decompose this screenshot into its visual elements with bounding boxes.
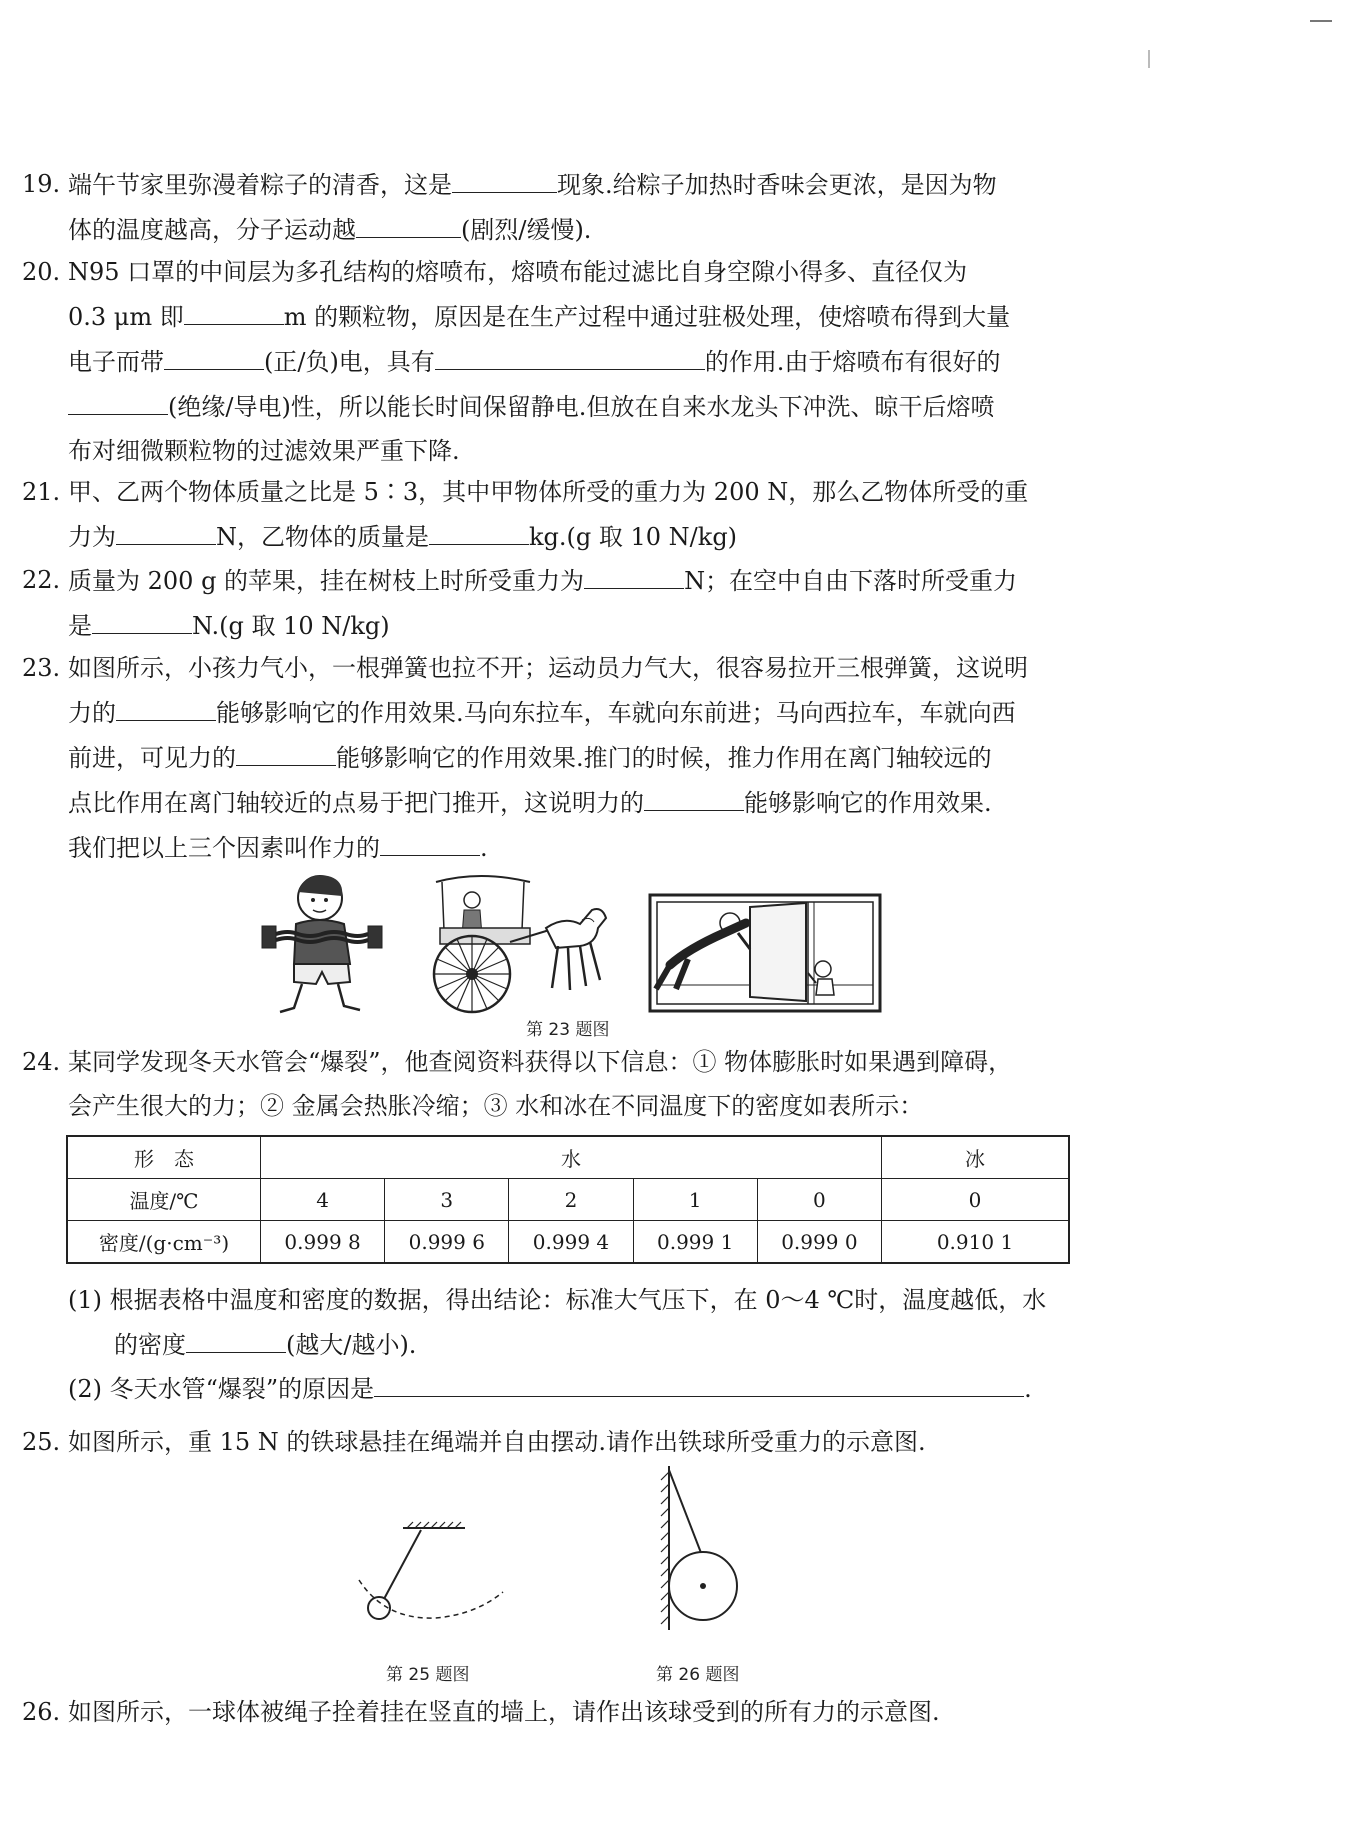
q21-text: 甲、乙两个物体质量之比是 5∶3，其中甲物体所受的重力为 200 N，那么乙物体所受的重 bbox=[68, 478, 1029, 506]
q24-sub2-text: (2) 冬天水管“爆裂”的原因是 bbox=[68, 1375, 375, 1403]
q20-blank-4[interactable] bbox=[68, 384, 168, 415]
question-26 bbox=[22, 1690, 1082, 1734]
figure-caption-26: 第 26 题图 bbox=[656, 1665, 740, 1685]
question-25 bbox=[22, 1420, 1082, 1464]
temperature-cell: 2 bbox=[509, 1179, 633, 1221]
q22-blank-2[interactable] bbox=[92, 603, 192, 634]
table-row bbox=[67, 1179, 1069, 1221]
horse-cart-illustration bbox=[430, 870, 610, 1015]
density-cell: 0.910 1 bbox=[882, 1221, 1070, 1264]
question-24-part-2 bbox=[68, 1366, 1078, 1411]
temperature-label-cell: 温度/℃ bbox=[67, 1179, 261, 1221]
temperature-cell: 4 bbox=[261, 1179, 385, 1221]
q23-text: 能够影响它的作用效果. bbox=[744, 789, 992, 817]
question-number: 23. bbox=[22, 654, 61, 682]
density-label-cell: 密度/(g·cm⁻³) bbox=[67, 1221, 261, 1264]
q21-text: 力为 bbox=[68, 523, 116, 551]
ball-on-wall-figure bbox=[655, 1462, 755, 1632]
q21-text: N，乙物体的质量是 bbox=[216, 523, 429, 551]
figure-caption-23: 第 23 题图 bbox=[526, 1020, 610, 1040]
density-cell: 0.999 1 bbox=[633, 1221, 757, 1264]
q23-text: 我们把以上三个因素叫作力的 bbox=[68, 834, 380, 862]
question-21 bbox=[22, 470, 1082, 559]
question-24-part-1 bbox=[68, 1278, 1078, 1367]
q20-text: m 的颗粒物，原因是在生产过程中通过驻极处理，使熔喷布得到大量 bbox=[283, 303, 1011, 331]
question-number: 26. bbox=[22, 1698, 61, 1726]
q20-blank-2[interactable] bbox=[164, 339, 264, 370]
q21-text: kg.(g 取 10 N/kg) bbox=[529, 523, 738, 551]
q22-blank-1[interactable] bbox=[584, 558, 684, 589]
density-cell: 0.999 0 bbox=[757, 1221, 881, 1264]
q22-text: N；在空中自由下落时所受重力 bbox=[684, 567, 1018, 595]
question-23 bbox=[22, 646, 1082, 870]
q23-text: 如图所示，小孩力气小，一根弹簧也拉不开；运动员力气大，很容易拉开三根弹簧，这说明 bbox=[68, 654, 1028, 682]
question-22 bbox=[22, 558, 1082, 648]
question-number: 24. bbox=[22, 1048, 61, 1076]
density-table bbox=[66, 1135, 1070, 1264]
q23-text: . bbox=[480, 834, 488, 862]
scan-edge-mark bbox=[1148, 50, 1150, 68]
question-19 bbox=[22, 162, 1082, 252]
q19-text: 端午节家里弥漫着粽子的清香，这是 bbox=[68, 171, 452, 199]
pushing-door-illustration bbox=[648, 893, 882, 1013]
q20-text: N95 口罩的中间层为多孔结构的熔喷布，熔喷布能过滤比自身空隙小得多、直径仅为 bbox=[68, 258, 968, 286]
question-number: 25. bbox=[22, 1428, 61, 1456]
header-ice-cell: 冰 bbox=[882, 1136, 1070, 1179]
figure-caption-25: 第 25 题图 bbox=[386, 1665, 470, 1685]
header-state-cell: 形 态 bbox=[67, 1136, 261, 1179]
question-20 bbox=[22, 250, 1082, 473]
q24-sub1-text: 的密度 bbox=[114, 1331, 186, 1359]
question-number: 21. bbox=[22, 478, 61, 506]
q20-text: 0.3 μm 即 bbox=[68, 303, 184, 331]
density-cell: 0.999 8 bbox=[261, 1221, 385, 1264]
question-number: 22. bbox=[22, 566, 61, 594]
q20-text: 的作用.由于熔喷布有很好的 bbox=[704, 348, 1001, 376]
q19-blank-1[interactable] bbox=[452, 162, 557, 193]
q20-text: 电子而带 bbox=[68, 348, 164, 376]
temperature-cell: 1 bbox=[633, 1179, 757, 1221]
density-cell: 0.999 4 bbox=[509, 1221, 633, 1264]
q23-text: 力的 bbox=[68, 699, 116, 727]
q24-sub2-text: . bbox=[1024, 1375, 1032, 1403]
q21-blank-2[interactable] bbox=[429, 514, 529, 545]
q23-blank-4[interactable] bbox=[380, 825, 480, 856]
q24-blank-2[interactable] bbox=[374, 1366, 1024, 1397]
q23-blank-2[interactable] bbox=[236, 735, 336, 766]
header-water-cell: 水 bbox=[261, 1136, 882, 1179]
q19-text: 现象.给粽子加热时香味会更浓，是因为物 bbox=[557, 171, 997, 199]
q22-text: N.(g 取 10 N/kg) bbox=[192, 612, 390, 640]
q21-blank-1[interactable] bbox=[116, 514, 216, 545]
q23-blank-1[interactable] bbox=[116, 690, 216, 721]
q25-text: 如图所示，重 15 N 的铁球悬挂在绳端并自由摆动.请作出铁球所受重力的示意图. bbox=[68, 1428, 926, 1456]
q19-text: (剧烈/缓慢). bbox=[461, 216, 592, 244]
q23-text: 点比作用在离门轴较近的点易于把门推开，这说明力的 bbox=[68, 789, 644, 817]
q24-sub1-text: (1) 根据表格中温度和密度的数据，得出结论：标准大气压下，在 0～4 ℃时，温度越低，水 bbox=[68, 1286, 1047, 1314]
q23-text: 能够影响它的作用效果.推门的时候，推力作用在离门轴较远的 bbox=[336, 744, 992, 772]
q24-text: 某同学发现冬天水管会“爆裂”，他查阅资料获得以下信息：① 物体膨胀时如果遇到障碍， bbox=[68, 1048, 1013, 1076]
q23-text: 能够影响它的作用效果.马向东拉车，车就向东前进；马向西拉车，车就向西 bbox=[216, 699, 1016, 727]
q24-blank-1[interactable] bbox=[186, 1322, 286, 1353]
scan-edge-mark bbox=[1310, 20, 1332, 22]
table-row bbox=[67, 1221, 1069, 1264]
question-24 bbox=[22, 1040, 1082, 1128]
q20-text: (绝缘/导电)性，所以能长时间保留静电.但放在自来水龙头下冲洗、晾干后熔喷 bbox=[168, 393, 995, 421]
q22-text: 是 bbox=[68, 612, 92, 640]
pendulum-figure bbox=[355, 1520, 515, 1630]
q20-blank-3[interactable] bbox=[435, 339, 705, 370]
density-cell: 0.999 6 bbox=[385, 1221, 509, 1264]
q20-text: (正/负)电，具有 bbox=[264, 348, 435, 376]
q24-text: 会产生很大的力；② 金属会热胀冷缩；③ 水和冰在不同温度下的密度如表所示： bbox=[68, 1092, 924, 1120]
q19-text: 体的温度越高，分子运动越 bbox=[68, 216, 356, 244]
question-number: 19. bbox=[22, 170, 61, 198]
q23-text: 前进，可见力的 bbox=[68, 744, 236, 772]
q22-text: 质量为 200 g 的苹果，挂在树枝上时所受重力为 bbox=[68, 567, 585, 595]
q26-text: 如图所示，一球体被绳子拴着挂在竖直的墙上，请作出该球受到的所有力的示意图. bbox=[68, 1698, 940, 1726]
q20-blank-1[interactable] bbox=[184, 294, 284, 325]
temperature-cell: 3 bbox=[385, 1179, 509, 1221]
question-number: 20. bbox=[22, 258, 61, 286]
child-with-spring-illustration bbox=[258, 868, 418, 1016]
temperature-cell: 0 bbox=[757, 1179, 881, 1221]
q23-blank-3[interactable] bbox=[644, 780, 744, 811]
temperature-cell: 0 bbox=[882, 1179, 1070, 1221]
q24-sub1-text: (越大/越小). bbox=[286, 1331, 417, 1359]
q20-text: 布对细微颗粒物的过滤效果严重下降. bbox=[68, 437, 460, 465]
table-row bbox=[67, 1136, 1069, 1179]
q19-blank-2[interactable] bbox=[356, 207, 461, 238]
